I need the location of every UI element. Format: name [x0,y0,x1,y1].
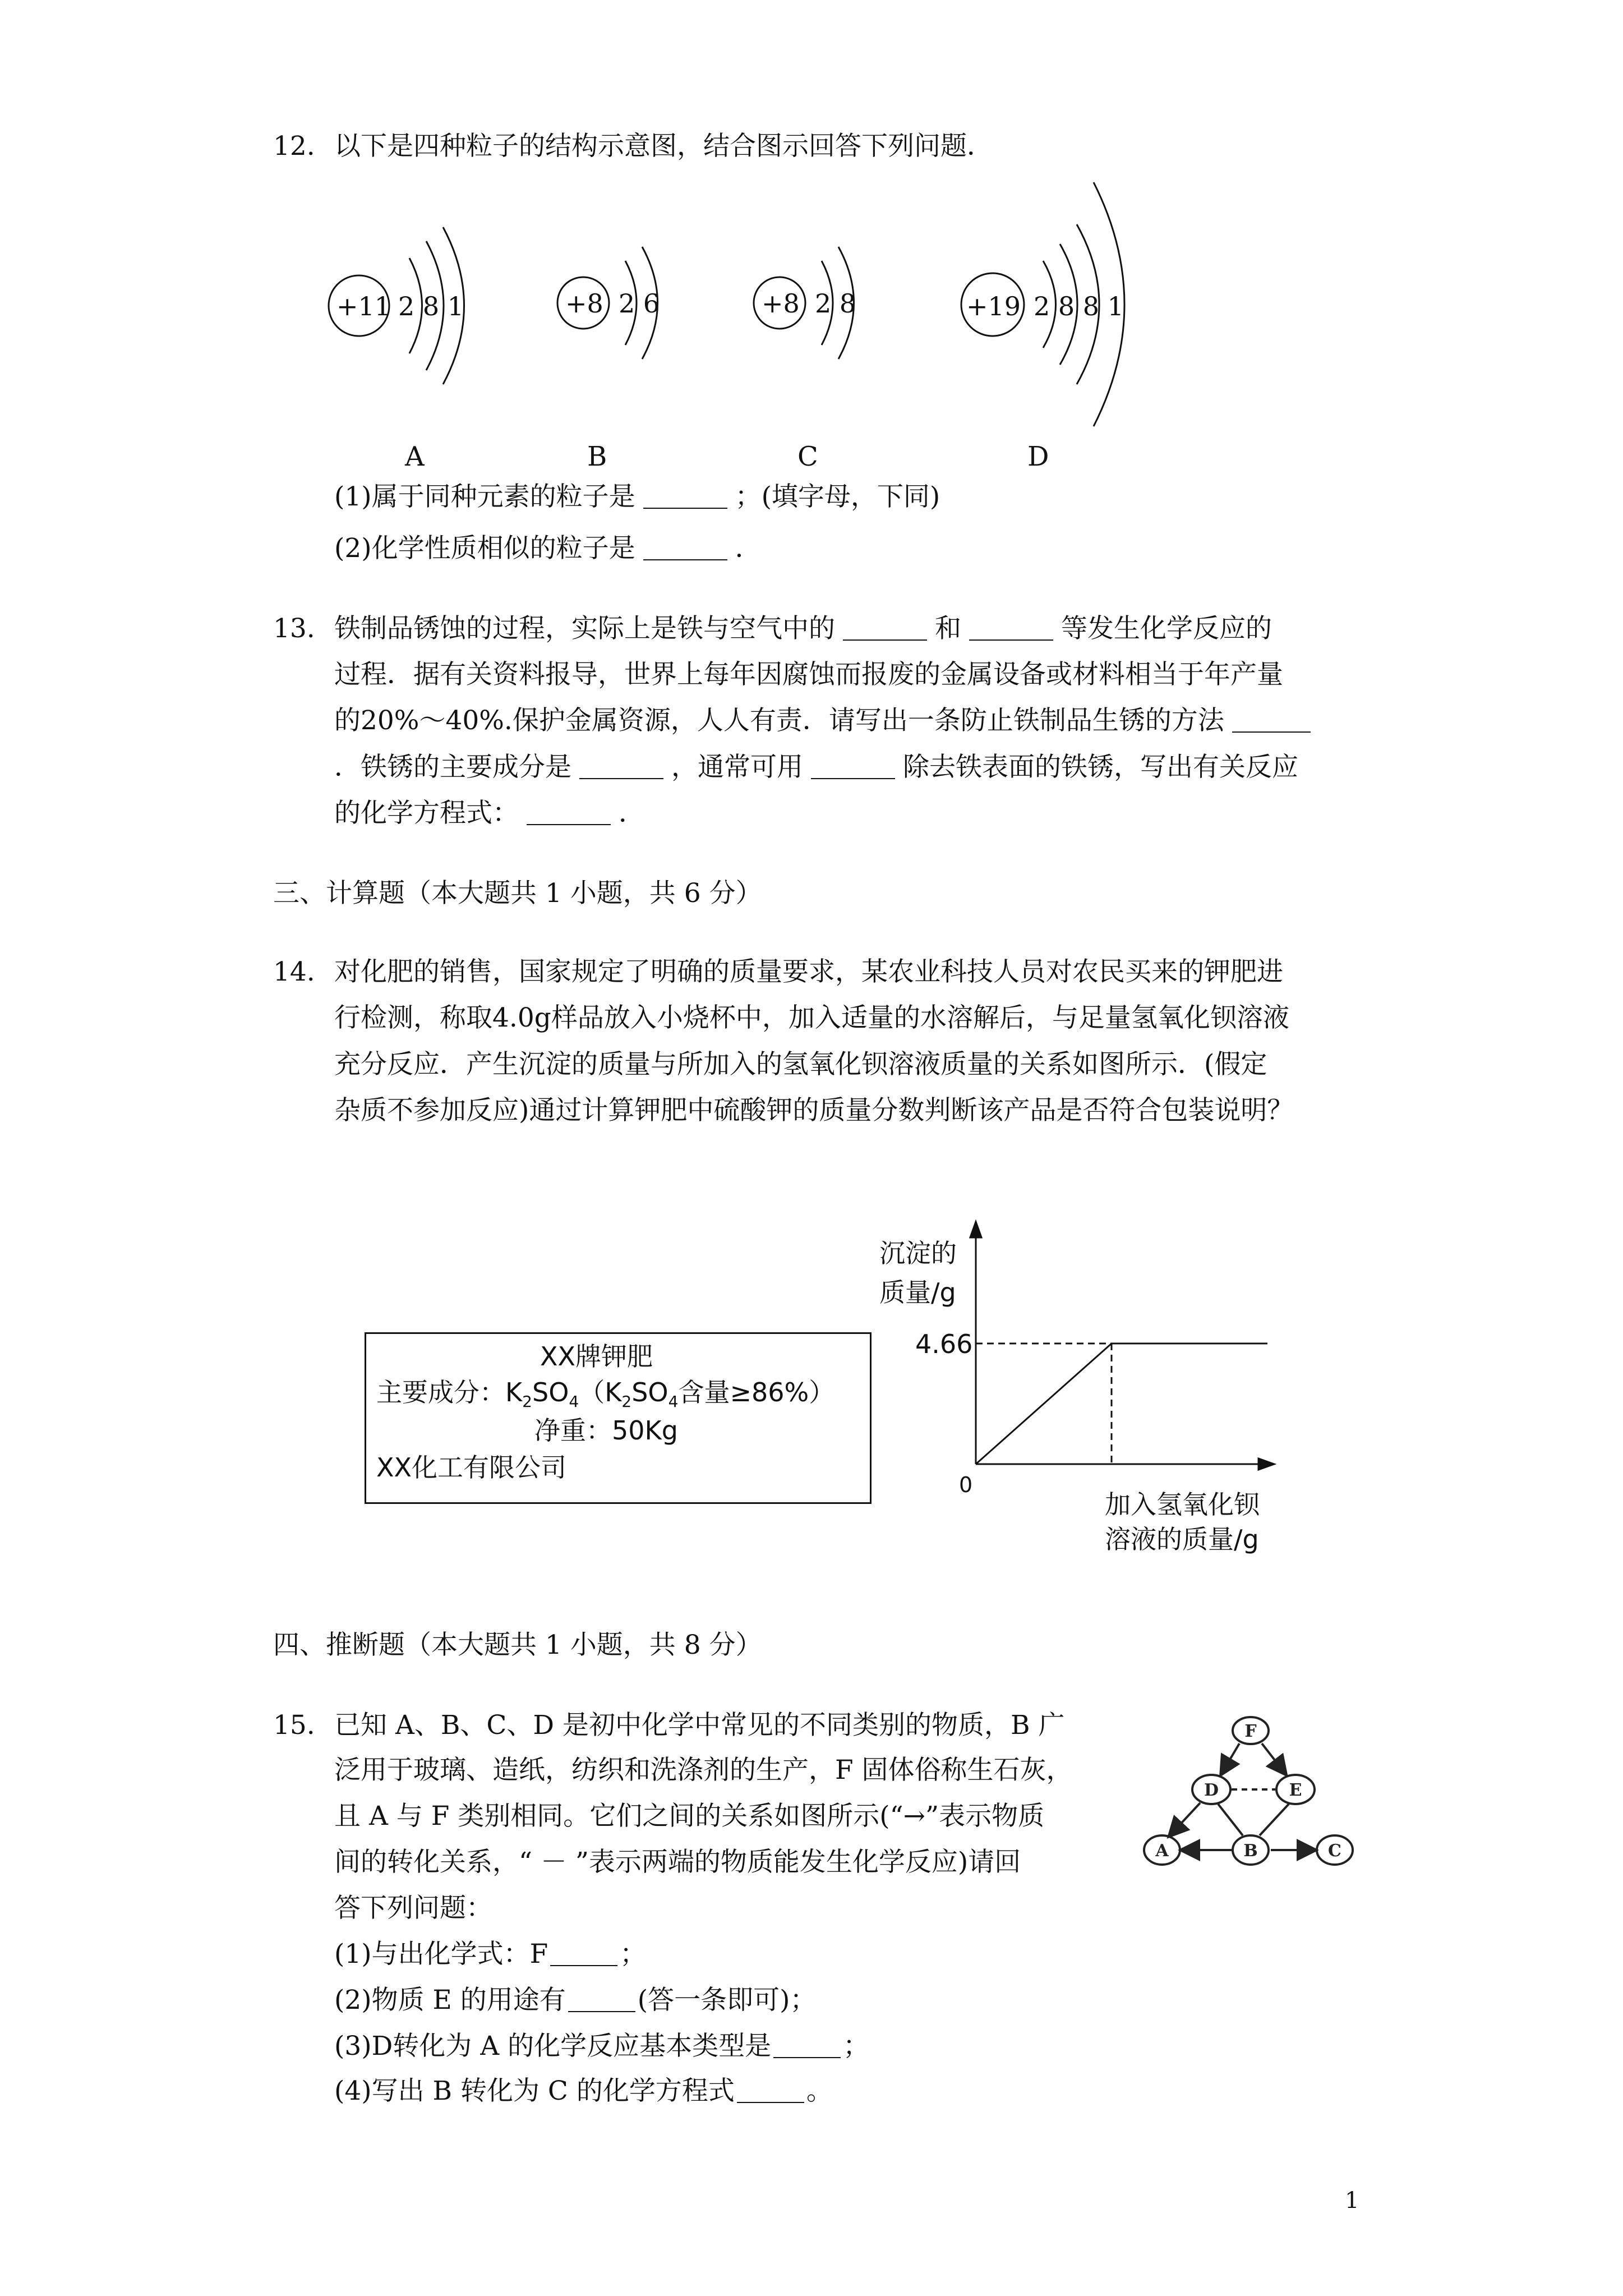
y-axis-label: 质量/g [879,1277,956,1308]
particle-structure-diagrams [314,168,1144,482]
rising-line [976,1343,1112,1464]
answer-blank[interactable] [811,757,895,779]
question-text: ．铁锈的主要成分是 [334,752,571,783]
sub-question-2: (2)物质 E 的用途有 (答一条即可)； [334,1985,817,2016]
page-number: 1 [1345,2188,1359,2214]
question-text: 的20%～40%.保护金属资源，人人有责．请写出一条防止铁制品生锈的方法 [334,705,1224,736]
answer-blank[interactable] [843,618,927,641]
question-text: 铁制品锈蚀的过程，实际上是铁与空气中的 [334,613,835,644]
shells-c: 2 8 [815,288,856,319]
node-d: D [1204,1780,1219,1800]
question-text: 的化学方程式： [334,798,519,829]
question-line: 对化肥的销售，国家规定了明确的质量要求，某农业科技人员对农民买来的钾肥进 [334,956,1283,987]
nucleus-c: +8 [762,288,800,319]
question-line: 已知 A、B、C、D 是初中化学中常见的不同类别的物质，B 广 [334,1710,1065,1741]
substance-relation-diagram [1133,1705,1368,1874]
answer-blank[interactable] [773,2036,841,2058]
question-stem: 以下是四种粒子的结构示意图，结合图示回答下列问题． [334,131,993,162]
sub-question-1: (1)与出化学式：F ； [334,1939,647,1970]
label-ingredient: 主要成分：$K_2SO_4(K_2SO_4$含量≥86%） [376,1377,835,1411]
answer-blank[interactable] [1232,710,1311,733]
node-c: C [1328,1841,1341,1861]
label-c: C [797,441,818,472]
node-e: E [1289,1780,1302,1800]
question-line: 答下列问题： [334,1893,492,1924]
precipitate-graph [875,1217,1290,1565]
label-a: A [405,441,425,472]
question-number: 12. [273,131,315,162]
question-text: 等发生化学反应的 [1061,613,1272,644]
sub-question-1 [334,481,940,513]
question-line [334,705,1318,737]
question-line: 过程．据有关资料报导，世界上每年因腐蚀而报废的金属设备或材料相当于年产量 [334,659,1283,690]
answer-blank[interactable] [643,538,727,560]
label-d: D [1027,441,1049,472]
question-number: 15. [273,1710,315,1741]
shells-b: 2 6 [619,288,660,319]
sub-question-3: (3)D转化为 A 的化学反应基本类型是 ； [334,2031,870,2062]
question-line: 且 A 与 F 类别相同。它们之间的关系如图所示(“→”表示物质 [334,1801,1045,1832]
sub-question-2 [334,533,762,564]
answer-blank[interactable] [643,486,727,509]
fertilizer-label [365,1332,872,1504]
sub-question-text: (1)属于同种元素的粒子是 [334,481,635,512]
sub-question-4: (4)写出 B 转化为 C 的化学方程式 。 [334,2076,833,2106]
sub-question-text: ． [735,533,762,564]
nucleus-b: +8 [565,288,603,319]
question-line [334,798,645,829]
y-value-label: 4.66 [915,1329,973,1359]
answer-blank[interactable] [969,618,1053,641]
label-b: B [587,441,607,472]
origin-label: 0 [959,1473,973,1497]
question-line: 间的转化关系，“ － ”表示两端的物质能发生化学反应)请回 [334,1847,1021,1878]
label-company: XX化工有限公司 [376,1452,567,1483]
section-heading: 三、计算题（本大题共 1 小题，共 6 分） [273,878,762,909]
x-axis-label: 溶液的质量/g [1105,1524,1259,1554]
answer-blank[interactable] [568,1990,635,2012]
question-line: 行检测，称取4.0g样品放入小烧杯中，加入适量的水溶解后，与足量氢氧化钡溶液 [334,1002,1289,1033]
question-text: 除去铁表面的铁锈，写出有关反应 [903,752,1298,783]
question-line [334,613,1272,645]
question-number: 13. [273,613,315,644]
section-heading: 四、推断题（本大题共 1 小题，共 8 分） [273,1630,762,1660]
node-f: F [1244,1722,1257,1741]
answer-blank[interactable] [737,2081,804,2103]
question-line: 充分反应．产生沉淀的质量与所加入的氢氧化钡溶液质量的关系如图所示．(假定 [334,1049,1267,1080]
node-a: A [1155,1841,1169,1861]
nucleus-d: +19 [966,291,1021,321]
question-line: 杂质不参加反应)通过计算钾肥中硫酸钾的质量分数判断该产品是否符合包装说明？ [334,1095,1294,1126]
question-text: ，通常可用 [671,752,803,783]
y-axis-label: 沉淀的 [879,1238,957,1268]
answer-blank[interactable] [550,1944,617,1966]
answer-blank[interactable] [527,803,611,825]
answer-blank[interactable] [579,757,663,779]
question-text: ． [619,798,645,829]
question-line [334,752,1298,783]
shells-a: 2 8 1 [398,291,464,321]
nucleus-a: +11 [336,291,391,321]
node-b: B [1243,1841,1258,1861]
sub-question-text: (2)化学性质相似的粒子是 [334,533,635,564]
label-title: XX牌钾肥 [540,1341,653,1372]
sub-question-text: ；(填字母，下同) [735,481,940,512]
shells-d: 2 8 8 1 [1034,291,1124,321]
question-number: 14. [273,956,315,987]
x-axis-label: 加入氢氧化钡 [1105,1489,1260,1520]
question-line: 泛用于玻璃、造纸，纺织和洗涤剂的生产，F 固体俗称生石灰， [334,1755,1073,1786]
question-text: 和 [935,613,961,644]
label-net-weight: 净重：50Kg [534,1415,678,1446]
